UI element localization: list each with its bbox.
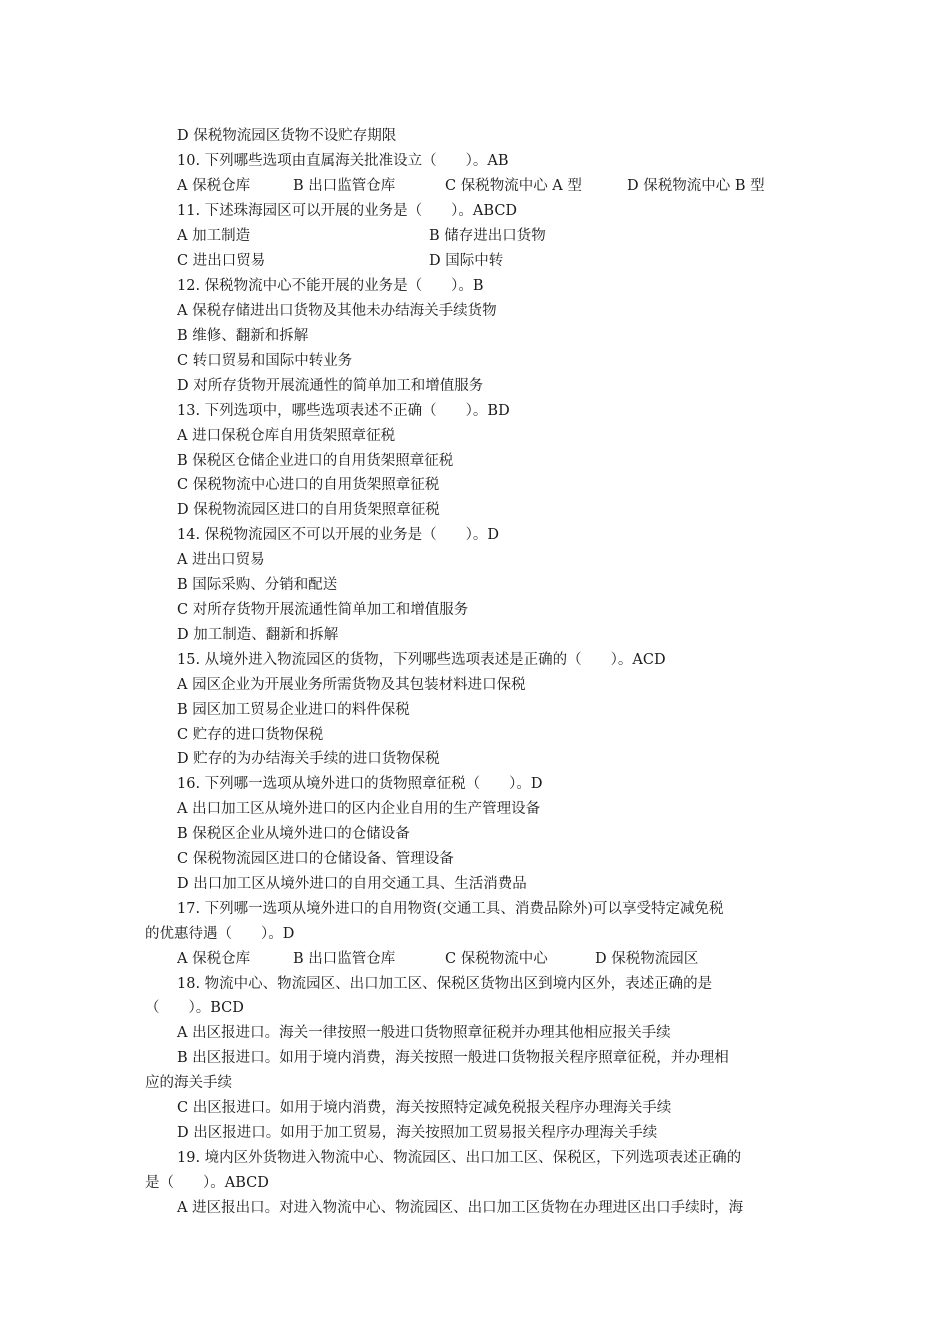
question-18-continuation: （ ）。BCD [145,1000,244,1016]
option-c: C 保税物流园区进口的仓储设备、管理设备 [177,851,454,867]
option-d: D 保税物流园区进口的自用货架照章征税 [177,502,440,518]
question-17-options [177,949,810,969]
option-a: A 园区企业为开展业务所需货物及其包装材料进口保税 [177,677,526,693]
option-b: B 园区加工贸易企业进口的料件保税 [177,702,410,718]
question-10-options [177,176,810,196]
option-c: C 出区报进口。如用于境内消费，海关按照特定减免税报关程序办理海关手续 [177,1100,672,1116]
option-c: C 进出口贸易 [177,253,266,269]
question-17-continuation: 的优惠待遇（ ）。D [145,926,295,942]
option-b: B 出口监管仓库 [293,178,396,194]
option-a: A 出口加工区从境外进口的区内企业自用的生产管理设备 [177,801,541,817]
option-d: D 保税物流中心 B 型 [627,178,765,194]
option-d: D 国际中转 [429,253,504,269]
option-d: D 加工制造、翻新和拆解 [177,627,339,643]
option-b: B 维修、翻新和拆解 [177,328,309,344]
option-a: A 进出口贸易 [177,552,265,568]
option-b: B 出区报进口。如用于境内消费，海关按照一般进口货物报关程序照章征税，并办理相 [177,1050,729,1066]
option-d: D 对所存货物开展流通性的简单加工和增值服务 [177,378,484,394]
question-14: 14. 保税物流园区不可以开展的业务是（ ）。D [177,527,500,543]
option-c: C 转口贸易和国际中转业务 [177,353,353,369]
option-c: C 保税物流中心进口的自用货架照章征税 [177,477,440,493]
option-a: A 保税仓库 [177,178,251,194]
option-b: B 保税区仓储企业进口的自用货架照章征税 [177,453,454,469]
question-10: 10. 下列哪些选项由直属海关批准设立（ ）。AB [177,153,509,169]
option-b: B 储存进出口货物 [429,228,546,244]
option-d: D 出口加工区从境外进口的自用交通工具、生活消费品 [177,876,527,892]
option-d: D 出区报进口。如用于加工贸易，海关按照加工贸易报关程序办理海关手续 [177,1125,658,1141]
option-b-continuation: 应的海关手续 [145,1075,232,1091]
option-c: C 对所存货物开展流通性简单加工和增值服务 [177,602,469,618]
question-11-options-row1 [177,226,810,246]
question-11-options-row2 [177,251,810,271]
question-11: 11. 下述珠海园区可以开展的业务是（ ）。ABCD [177,203,518,219]
option-b: B 保税区企业从境外进口的仓储设备 [177,826,410,842]
option-d: D 贮存的为办结海关手续的进口货物保税 [177,751,440,767]
question-19: 19. 境内区外货物进入物流中心、物流园区、出口加工区、保税区，下列选项表述正确的 [177,1150,742,1166]
option-c: C 贮存的进口货物保税 [177,727,324,743]
option-d: D 保税物流园区货物不设贮存期限 [177,128,397,144]
option-a: A 保税仓库 [177,951,251,967]
question-16: 16. 下列哪一选项从境外进口的货物照章征税（ ）。D [177,776,543,792]
question-19-continuation: 是（ ）。ABCD [145,1175,269,1191]
option-b: B 国际采购、分销和配送 [177,577,338,593]
option-a: A 进口保税仓库自用货架照章征税 [177,428,396,444]
option-d: D 保税物流园区 [595,951,699,967]
question-15: 15. 从境外进入物流园区的货物，下列哪些选项表述是正确的（ ）。ACD [177,652,666,668]
option-a: A 进区报出口。对进入物流中心、物流园区、出口加工区货物在办理进区出口手续时，海 [177,1200,744,1216]
question-17: 17. 下列哪一选项从境外进口的自用物资(交通工具、消费品除外)可以享受特定减免税 [177,901,724,917]
option-a: A 出区报进口。海关一律按照一般进口货物照章征税并办理其他相应报关手续 [177,1025,671,1041]
option-c: C 保税物流中心 A 型 [445,178,582,194]
question-13: 13. 下列选项中，哪些选项表述不正确（ ）。BD [177,403,510,419]
question-18: 18. 物流中心、物流园区、出口加工区、保税区货物出区到境内区外，表述正确的是 [177,976,713,992]
option-a: A 加工制造 [177,228,251,244]
option-a: A 保税存储进出口货物及其他未办结海关手续货物 [177,303,497,319]
question-12: 12. 保税物流中心不能开展的业务是（ ）。B [177,278,484,294]
option-c: C 保税物流中心 [445,951,548,967]
option-b: B 出口监管仓库 [293,951,396,967]
